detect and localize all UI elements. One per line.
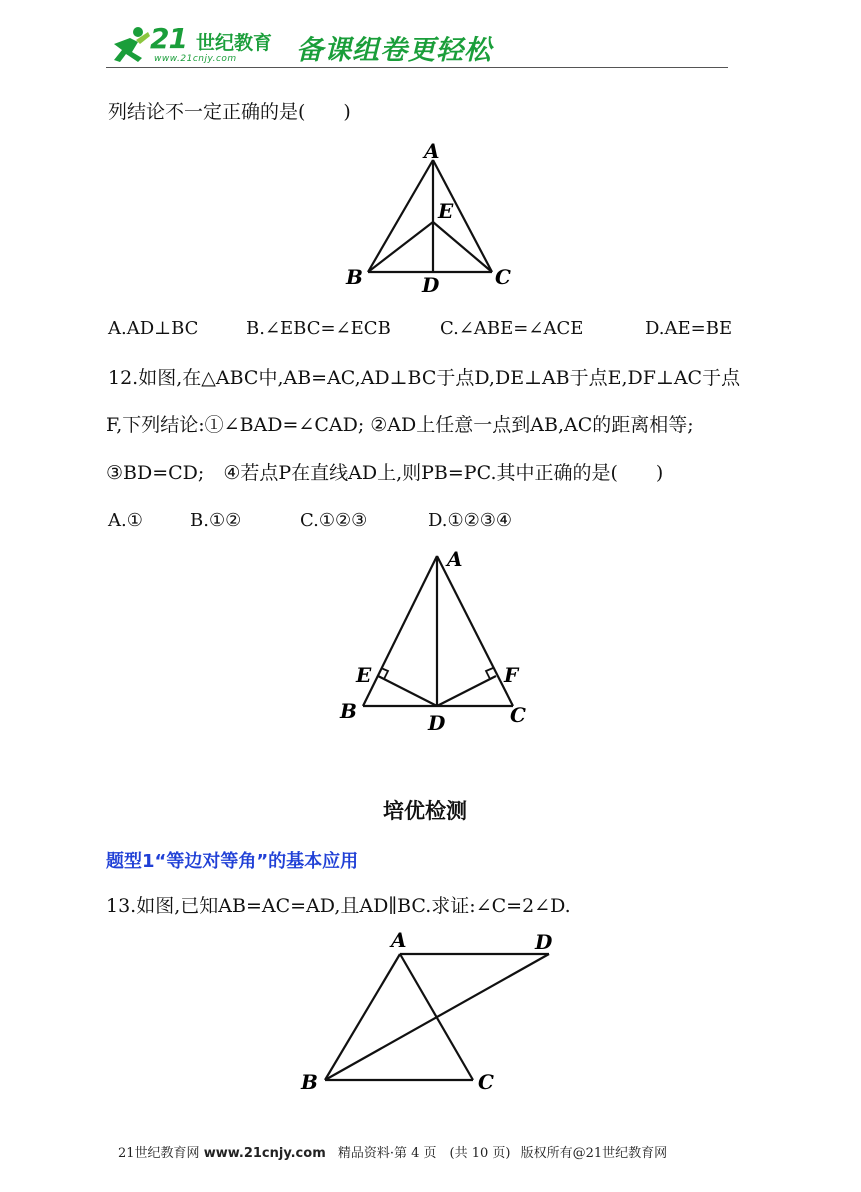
q11-option-b: B.∠EBC=∠ECB: [246, 318, 391, 339]
q11-option-d: D.AE=BE: [645, 318, 733, 339]
footer-url[interactable]: www.21cnjy.com: [203, 1146, 326, 1161]
runner-logo-icon: [108, 24, 152, 68]
q12-line-1: 12.如图,在△ABC中,AB=AC,AD⊥BC于点D,DE⊥AB于点E,DF⊥AC于点: [108, 367, 741, 389]
logo-number: 21: [150, 22, 187, 55]
q12-figure: [330, 540, 540, 740]
q11-label-b: B: [346, 265, 363, 289]
footer-site-name: 21世纪教育网: [118, 1146, 200, 1161]
logo-brand-name: 世纪教育: [196, 32, 273, 54]
q13-figure: [295, 925, 570, 1100]
q13-label-b: B: [301, 1070, 318, 1094]
q12-segment-de: [378, 676, 437, 706]
q11-label-c: C: [495, 265, 511, 289]
q12-line-2: F,下列结论:①∠BAD=∠CAD; ②AD上任意一点到AB,AC的距离相等;: [106, 414, 694, 436]
q12-label-b: B: [340, 699, 357, 723]
q12-label-c: C: [510, 703, 526, 727]
q11-option-a: A.AD⊥BC: [108, 318, 199, 339]
q13-segment-ab: [325, 954, 400, 1080]
q11-label-d: D: [422, 273, 440, 297]
q12-label-a: A: [447, 547, 463, 571]
type-heading: 题型1“等边对等角”的基本应用: [106, 851, 359, 872]
q13-text: 13.如图,已知AB=AC=AD,且AD∥BC.求证:∠C=2∠D.: [106, 895, 571, 917]
section-title: 培优检测: [383, 799, 467, 823]
q12-segment-ab: [363, 556, 437, 706]
q12-label-d: D: [428, 711, 446, 735]
q13-label-d: D: [535, 930, 553, 954]
footer-page-info: 精品资料·第 4 页 (共 10 页): [337, 1146, 511, 1161]
footer: [118, 1142, 667, 1161]
q11-option-c: C.∠ABE=∠ACE: [440, 318, 584, 339]
header-slogan: 备课组卷更轻松: [296, 35, 492, 66]
q12-option-b: B.①②: [190, 510, 242, 531]
q12-label-f: F: [504, 663, 519, 687]
q13-label-a: A: [391, 928, 407, 952]
q12-segment-ac: [437, 556, 513, 706]
q11-stem: 列结论不一定正确的是( ): [108, 101, 351, 123]
q13-label-c: C: [478, 1070, 494, 1094]
logo-url: www.21cnjy.com: [154, 54, 237, 64]
q12-segment-df: [437, 676, 496, 706]
q11-segment-ab: [368, 160, 433, 272]
q11-figure: [340, 140, 520, 300]
q12-option-d: D.①②③④: [428, 510, 513, 531]
q12-option-c: C.①②③: [300, 510, 368, 531]
q12-option-a: A.①: [108, 510, 143, 531]
q11-segment-be: [368, 222, 433, 272]
q13-segment-bd: [325, 954, 549, 1080]
footer-copyright: 版权所有@21世纪教育网: [520, 1146, 668, 1161]
q11-label-a: A: [424, 140, 440, 163]
q12-label-e: E: [356, 663, 372, 687]
q12-line-3: ③BD=CD; ④若点P在直线AD上,则PB=PC.其中正确的是( ): [106, 462, 664, 484]
q11-segment-ce: [433, 222, 492, 272]
q11-label-e: E: [438, 199, 454, 223]
header-divider: [106, 67, 728, 68]
